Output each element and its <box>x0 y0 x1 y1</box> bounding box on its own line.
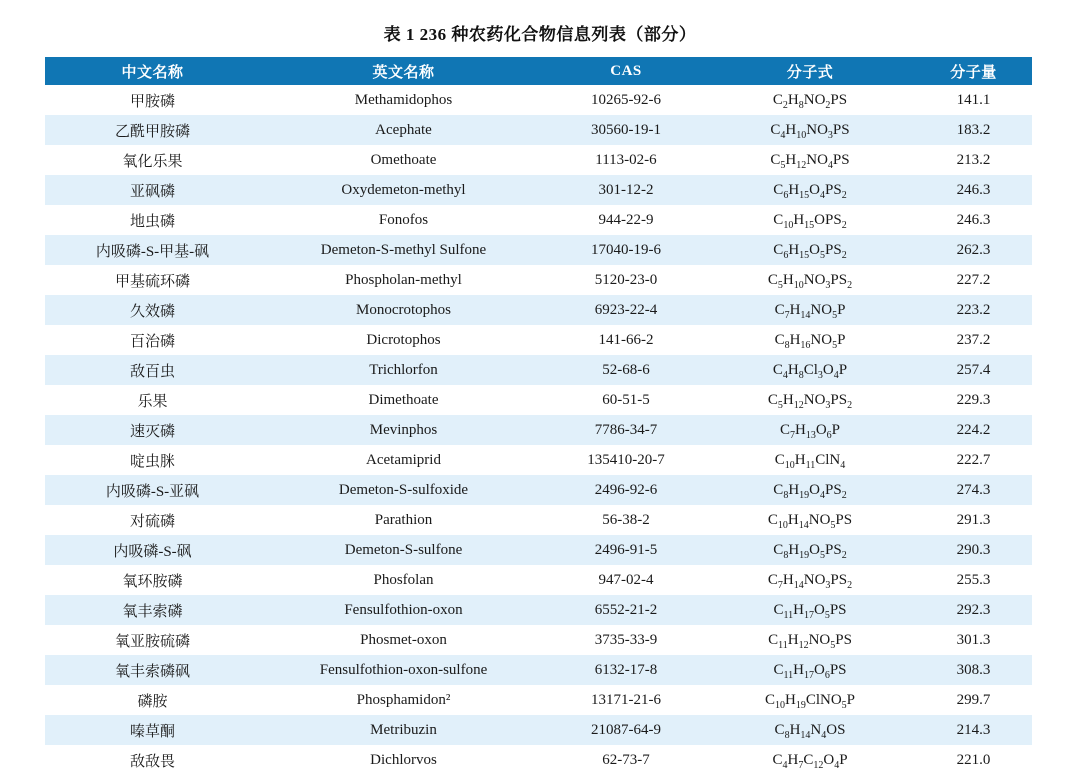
cell-formula: $C_5H_{12}NO_4PS$ <box>705 145 915 175</box>
cell-formula: $C_6H_{15}O_5PS_2$ <box>705 235 915 265</box>
cell-mw: 299.7 <box>915 685 1032 715</box>
table-row <box>45 115 1032 145</box>
cell-cas: 52-68-6 <box>547 355 705 385</box>
cell-mw: 291.3 <box>915 505 1032 535</box>
table-row <box>45 355 1032 385</box>
cell-mw: 301.3 <box>915 625 1032 655</box>
cell-formula: $C_{11}H_{17}O_5PS$ <box>705 595 915 625</box>
cell-formula: $C_{11}H_{17}O_6PS$ <box>705 655 915 685</box>
table-row <box>45 175 1032 205</box>
cell-en: Phosmet-oxon <box>260 625 547 655</box>
cell-formula: $C_{10}H_{15}OPS_2$ <box>705 205 915 235</box>
cell-mw: 227.2 <box>915 265 1032 295</box>
cell-cas: 947-02-4 <box>547 565 705 595</box>
cell-cas: 13171-21-6 <box>547 685 705 715</box>
cell-cas: 2496-92-6 <box>547 475 705 505</box>
table-row <box>45 265 1032 295</box>
cell-cas: 1113-02-6 <box>547 145 705 175</box>
table-row <box>45 535 1032 565</box>
cell-formula: $C_8H_{19}O_5PS_2$ <box>705 535 915 565</box>
table-row <box>45 655 1032 685</box>
table-row <box>45 325 1032 355</box>
cell-formula: $C_4H_7C_{12}O_4P$ <box>705 745 915 775</box>
cell-mw: 290.3 <box>915 535 1032 565</box>
cell-cn: 甲基硫环磷 <box>45 265 260 295</box>
cell-cas: 7786-34-7 <box>547 415 705 445</box>
cell-cn: 啶虫脒 <box>45 445 260 475</box>
table-row <box>45 235 1032 265</box>
table-row <box>45 475 1032 505</box>
cell-mw: 292.3 <box>915 595 1032 625</box>
table-row <box>45 745 1032 775</box>
table-row <box>45 385 1032 415</box>
cell-en: Monocrotophos <box>260 295 547 325</box>
cell-cn: 氧丰索磷砜 <box>45 655 260 685</box>
cell-en: Mevinphos <box>260 415 547 445</box>
table-body <box>45 85 1032 775</box>
cell-cas: 135410-20-7 <box>547 445 705 475</box>
cell-formula: $C_7H_{14}NO_5P$ <box>705 295 915 325</box>
cell-cn: 内吸磷-S-甲基-砜 <box>45 235 260 265</box>
cell-cn: 乙酰甲胺磷 <box>45 115 260 145</box>
cell-cas: 141-66-2 <box>547 325 705 355</box>
cell-cas: 21087-64-9 <box>547 715 705 745</box>
cell-en: Phospholan-methyl <box>260 265 547 295</box>
table-row <box>45 145 1032 175</box>
cell-mw: 308.3 <box>915 655 1032 685</box>
cell-formula: $C_{10}H_{11}ClN_4$ <box>705 445 915 475</box>
cell-formula: $C_5H_{12}NO_3PS_2$ <box>705 385 915 415</box>
cell-en: Trichlorfon <box>260 355 547 385</box>
cell-formula: $C_5H_{10}NO_3PS_2$ <box>705 265 915 295</box>
cell-cn: 亚砜磷 <box>45 175 260 205</box>
cell-en: Demeton-S-methyl Sulfone <box>260 235 547 265</box>
cell-formula: $C_4H_8Cl_3O_4P$ <box>705 355 915 385</box>
cell-mw: 257.4 <box>915 355 1032 385</box>
table-row <box>45 415 1032 445</box>
cell-mw: 183.2 <box>915 115 1032 145</box>
cell-mw: 221.0 <box>915 745 1032 775</box>
cell-formula: $C_8H_{19}O_4PS_2$ <box>705 475 915 505</box>
cell-formula: $C_8H_{16}NO_5P$ <box>705 325 915 355</box>
cell-mw: 229.3 <box>915 385 1032 415</box>
table-row <box>45 565 1032 595</box>
cell-cas: 17040-19-6 <box>547 235 705 265</box>
table-row <box>45 505 1032 535</box>
cell-cn: 内吸磷-S-砜 <box>45 535 260 565</box>
cell-en: Acetamiprid <box>260 445 547 475</box>
cell-mw: 213.2 <box>915 145 1032 175</box>
cell-cn: 甲胺磷 <box>45 85 260 115</box>
cell-formula: $C_4H_{10}NO_3PS$ <box>705 115 915 145</box>
cell-cas: 2496-91-5 <box>547 535 705 565</box>
table-row <box>45 625 1032 655</box>
cell-cas: 301-12-2 <box>547 175 705 205</box>
cell-mw: 223.2 <box>915 295 1032 325</box>
cell-en: Fensulfothion-oxon-sulfone <box>260 655 547 685</box>
cell-mw: 237.2 <box>915 325 1032 355</box>
cell-formula: $C_7H_{13}O_6P$ <box>705 415 915 445</box>
cell-formula: $C_7H_{14}NO_3PS_2$ <box>705 565 915 595</box>
cell-formula: $C_{10}H_{14}NO_5PS$ <box>705 505 915 535</box>
column-header-cn: 中文名称 <box>45 57 260 85</box>
header-row <box>45 57 1032 85</box>
cell-en: Fonofos <box>260 205 547 235</box>
cell-mw: 262.3 <box>915 235 1032 265</box>
cell-mw: 246.3 <box>915 205 1032 235</box>
cell-en: Phosphamidon² <box>260 685 547 715</box>
cell-cas: 10265-92-6 <box>547 85 705 115</box>
cell-en: Dimethoate <box>260 385 547 415</box>
table-row <box>45 715 1032 745</box>
table-row <box>45 85 1032 115</box>
column-header-en: 英文名称 <box>260 57 547 85</box>
cell-en: Methamidophos <box>260 85 547 115</box>
cell-en: Dichlorvos <box>260 745 547 775</box>
table-header <box>45 57 1032 85</box>
cell-cn: 内吸磷-S-亚砜 <box>45 475 260 505</box>
table-caption: 表 1 236 种农药化合物信息列表（部分） <box>383 25 697 44</box>
cell-cn: 敌敌畏 <box>45 745 260 775</box>
table-row <box>45 205 1032 235</box>
pesticide-table <box>45 57 1032 775</box>
cell-cn: 对硫磷 <box>45 505 260 535</box>
cell-cas: 6132-17-8 <box>547 655 705 685</box>
cell-formula: $C_6H_{15}O_4PS_2$ <box>705 175 915 205</box>
cell-formula: $C_{11}H_{12}NO_5PS$ <box>705 625 915 655</box>
cell-cn: 敌百虫 <box>45 355 260 385</box>
column-header-mw: 分子量 <box>915 57 1032 85</box>
cell-cn: 氧亚胺硫磷 <box>45 625 260 655</box>
cell-mw: 255.3 <box>915 565 1032 595</box>
cell-cas: 60-51-5 <box>547 385 705 415</box>
cell-mw: 274.3 <box>915 475 1032 505</box>
cell-en: Omethoate <box>260 145 547 175</box>
table-row <box>45 445 1032 475</box>
cell-en: Dicrotophos <box>260 325 547 355</box>
cell-en: Acephate <box>260 115 547 145</box>
cell-cas: 30560-19-1 <box>547 115 705 145</box>
cell-mw: 222.7 <box>915 445 1032 475</box>
table-row <box>45 295 1032 325</box>
cell-mw: 246.3 <box>915 175 1032 205</box>
cell-en: Oxydemeton-methyl <box>260 175 547 205</box>
cell-cn: 嗪草酮 <box>45 715 260 745</box>
cell-formula: $C_8H_{14}N_4OS$ <box>705 715 915 745</box>
cell-cas: 944-22-9 <box>547 205 705 235</box>
cell-cas: 3735-33-9 <box>547 625 705 655</box>
cell-en: Fensulfothion-oxon <box>260 595 547 625</box>
cell-en: Phosfolan <box>260 565 547 595</box>
cell-mw: 224.2 <box>915 415 1032 445</box>
cell-mw: 141.1 <box>915 85 1032 115</box>
cell-cas: 6923-22-4 <box>547 295 705 325</box>
cell-formula: $C_2H_8NO_2PS$ <box>705 85 915 115</box>
table-row <box>45 685 1032 715</box>
cell-cas: 56-38-2 <box>547 505 705 535</box>
column-header-formula: 分子式 <box>705 57 915 85</box>
cell-cn: 氧化乐果 <box>45 145 260 175</box>
cell-en: Demeton-S-sulfoxide <box>260 475 547 505</box>
cell-cas: 6552-21-2 <box>547 595 705 625</box>
cell-en: Metribuzin <box>260 715 547 745</box>
cell-cas: 62-73-7 <box>547 745 705 775</box>
cell-cn: 百治磷 <box>45 325 260 355</box>
cell-cn: 氧丰索磷 <box>45 595 260 625</box>
cell-cn: 久效磷 <box>45 295 260 325</box>
cell-cn: 氧环胺磷 <box>45 565 260 595</box>
cell-cn: 速灭磷 <box>45 415 260 445</box>
cell-cn: 磷胺 <box>45 685 260 715</box>
cell-formula: $C_{10}H_{19}ClNO_5P$ <box>705 685 915 715</box>
cell-mw: 214.3 <box>915 715 1032 745</box>
table-row <box>45 595 1032 625</box>
cell-cn: 地虫磷 <box>45 205 260 235</box>
cell-cas: 5120-23-0 <box>547 265 705 295</box>
cell-cn: 乐果 <box>45 385 260 415</box>
cell-en: Demeton-S-sulfone <box>260 535 547 565</box>
column-header-cas: CAS <box>547 57 705 85</box>
cell-en: Parathion <box>260 505 547 535</box>
